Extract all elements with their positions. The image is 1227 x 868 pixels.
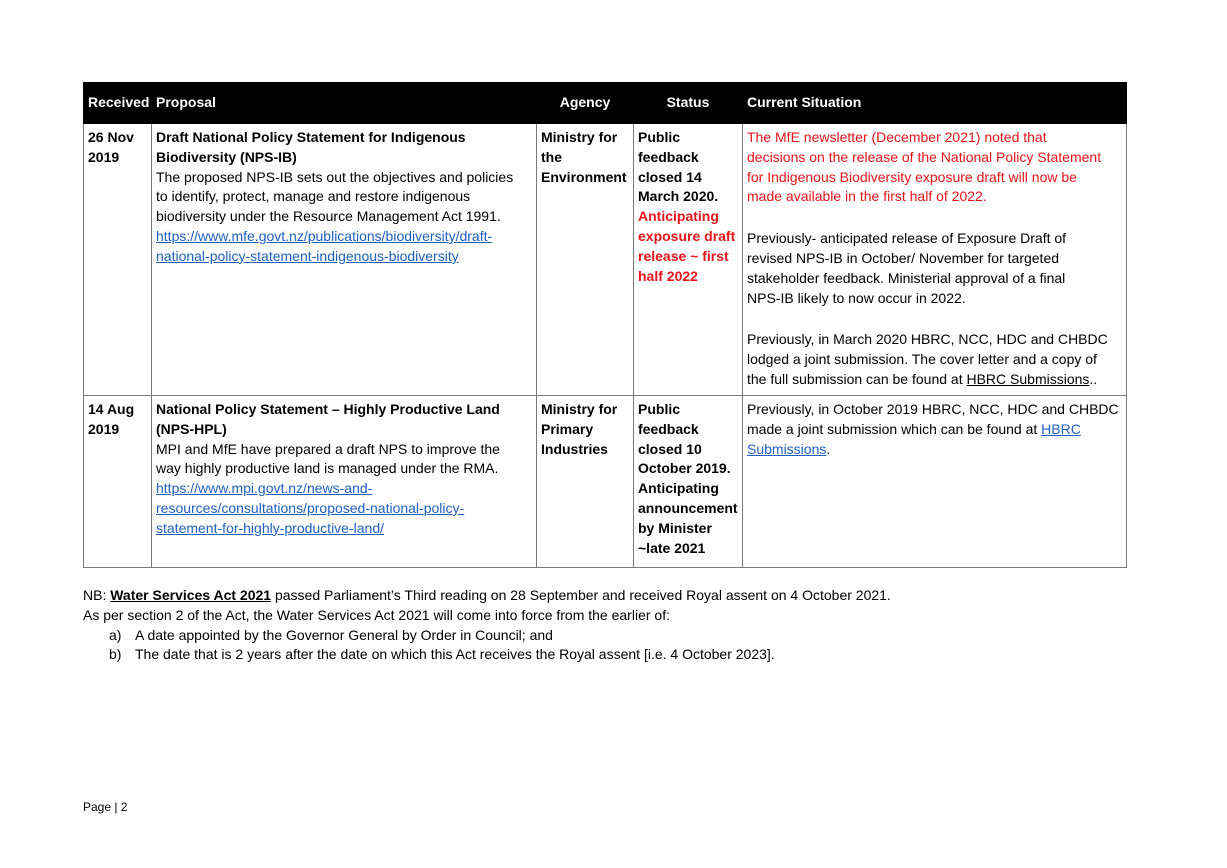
proposal-title: National Policy Statement – Highly Productive Land (NPS-HPL) bbox=[156, 401, 500, 437]
hbrc-submissions-link[interactable]: HBRC Submissions bbox=[966, 370, 1090, 387]
notes-list bbox=[83, 626, 1126, 666]
water-services-act-link[interactable]: Water Services Act 2021 bbox=[110, 587, 272, 603]
header-current-situation: Current Situation bbox=[743, 83, 1127, 124]
situation-update: The MfE newsletter (December 2021) noted that decisions on the release of the National Policy Statement for Indigenous Biodiversity exposure draft will now be made available in the first half of 2022. bbox=[747, 129, 1102, 205]
agency-cell: Ministry for Primary Industries bbox=[537, 396, 634, 568]
header-status: Status bbox=[634, 83, 743, 124]
nb-line: NB: Water Services Act 2021 passed Parliament’s Third reading on 28 September and received Royal assent on 4 October 2021. bbox=[83, 587, 891, 603]
proposal-cell bbox=[152, 396, 537, 568]
situation-cell: Previously, in October 2019 HBRC, NCC, HDC and CHBDC made a joint submission which can be found at HBRC Submissions. bbox=[743, 396, 1127, 568]
header-received: Received bbox=[84, 83, 152, 124]
situation-cell bbox=[743, 124, 1127, 396]
situation-submission: Previously, in March 2020 HBRC, NCC, HDC and CHBDC lodged a joint submission. The cover letter and a copy of the full submission can be found at HBRC Submissions.. bbox=[747, 331, 1108, 387]
status-cell: Public feedback closed 10 October 2019. Anticipating announcement by Minister ~late 2021 bbox=[634, 396, 743, 568]
situation-previous: Previously- anticipated release of Exposure Draft of revised NPS-IB in October/ November for targeted stakeholder feedback. Ministerial approval of a final NPS-IB likely to now occur in 2022. bbox=[747, 230, 1067, 306]
table-row bbox=[84, 124, 1127, 396]
page-number: Page | 2 bbox=[83, 800, 128, 814]
section-line: As per section 2 of the Act, the Water Services Act 2021 will come into force from the earlier of: bbox=[83, 606, 670, 623]
header-proposal: Proposal bbox=[152, 83, 537, 124]
hbrc-link[interactable]: HBRC bbox=[1041, 420, 1081, 437]
proposal-cell bbox=[152, 124, 537, 396]
agency-cell: Ministry for the Environment bbox=[537, 124, 634, 396]
notes-section bbox=[83, 586, 1126, 665]
proposal-link[interactable]: https://www.mpi.govt.nz/news-and- resources/consultations/proposed-national-policy- statement-for-highly-productive-land/ bbox=[156, 480, 465, 536]
list-item: b) The date that is 2 years after the date on which this Act receives the Royal assent [i.e. 4 October 2023]. bbox=[109, 646, 775, 663]
list-item: a) A date appointed by the Governor General by Order in Council; and bbox=[109, 626, 553, 643]
table-row bbox=[84, 396, 1127, 568]
received-cell: 14 Aug 2019 bbox=[84, 396, 152, 568]
proposal-description: MPI and MfE have prepared a draft NPS to improve the way highly productive land is managed under the RMA. bbox=[156, 440, 500, 477]
submissions-link[interactable]: Submissions bbox=[747, 440, 827, 457]
proposals-table bbox=[83, 82, 1127, 568]
table-header-row bbox=[84, 83, 1127, 124]
header-agency: Agency bbox=[537, 83, 634, 124]
proposal-description: The proposed NPS-IB sets out the objectives and policies to identify, protect, manage and restore indigenous biodiversity under the Resource Management Act 1991. bbox=[156, 168, 514, 225]
status-cell: Public feedback closed 14 March 2020. Anticipating exposure draft release ~ first half 2022 bbox=[634, 124, 743, 396]
proposal-title: Draft National Policy Statement for Indigenous Biodiversity (NPS-IB) bbox=[156, 129, 466, 165]
proposal-link[interactable]: https://www.mfe.govt.nz/publications/biodiversity/draft- national-policy-statement-indigenous-biodiversity bbox=[156, 227, 493, 264]
received-cell: 26 Nov 2019 bbox=[84, 124, 152, 396]
